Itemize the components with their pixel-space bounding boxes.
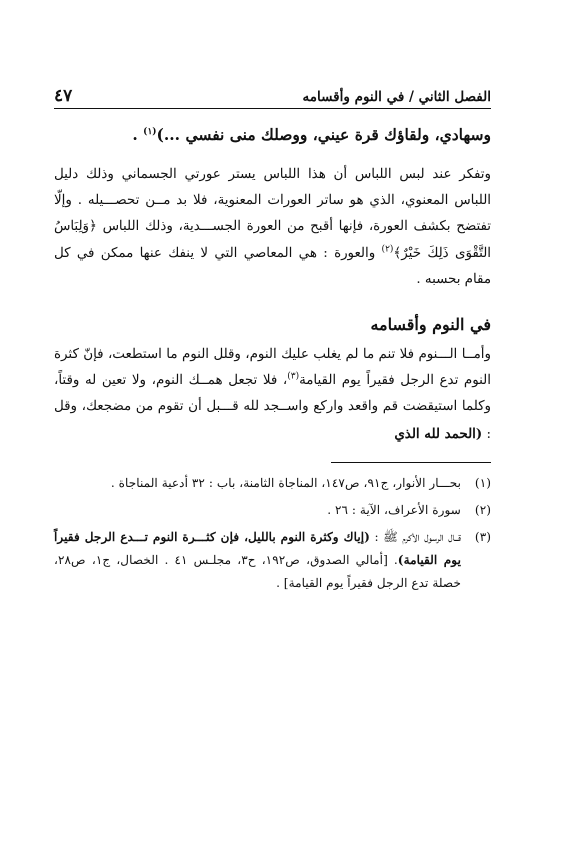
- paragraph-sleep-text-b: ، فلا تجعل همــك النوم، ولا تعين له وقتاً، وكلما استيقضت قم واقعد واركع واســجد لله قـــبل أن تقوم من مضجعك، وقل :: [54, 373, 491, 442]
- footnote-2-text: سورة الأعراف، الآية : ٢٦ .: [327, 502, 461, 517]
- page-header: [54, 82, 491, 109]
- footnote-3-number: (٣): [474, 529, 491, 544]
- footnote-3: [54, 526, 491, 595]
- paragraph-sleep: [54, 342, 491, 448]
- footnote-ref-2: (٢): [381, 244, 394, 255]
- footnote-3-body: [54, 526, 461, 595]
- paragraph-sleep-bold-tail: (الحمد لله الذي: [394, 425, 483, 442]
- footnote-3-text-a: قــال الرسول الأكرم ﷺ :: [369, 529, 461, 544]
- paragraph-sleep-text-a: وأمــا الـــنوم فلا تنم ما لم يغلب عليك النوم، وقلل النوم ما استطعت، فإنّ كثرة النوم تدع الرجل فقيراً يوم القيامة: [54, 347, 491, 389]
- running-title: الفصل الثاني / في النوم وأقسامه: [302, 89, 491, 105]
- footnote-3-hadith: (إياك وكثرة النوم بالليل، فإن كثـــرة النوم تـــدع الرجل فقيراً يوم القيامة): [54, 529, 461, 567]
- continuation-text: وسهادي، ولقاؤك قرة عيني، ووصلك منى نفسي ...): [156, 125, 491, 144]
- footnote-1: [54, 472, 491, 495]
- footnote-2-number: (٢): [474, 502, 491, 517]
- page-number: ٤٧: [54, 86, 73, 106]
- footnote-ref-1: (١): [143, 126, 157, 137]
- section-heading: في النوم وأقسامه: [370, 315, 491, 335]
- continuation-end: .: [132, 125, 144, 144]
- footnote-ref-3: (٣): [287, 371, 300, 382]
- book-page: [54, 82, 491, 782]
- footnote-1-number: (١): [474, 475, 491, 490]
- footnote-separator: [331, 462, 491, 463]
- footnotes: [54, 472, 491, 595]
- continuation-line: [54, 123, 491, 147]
- paragraph-clothing: [54, 162, 491, 293]
- footnote-1-text: بحـــار الأنوار، ج٩١، ص١٤٧، المناجاة الثامنة، باب : ٣٢ أدعية المناجاة .: [110, 475, 461, 490]
- footnote-2: [54, 499, 491, 522]
- paragraph-clothing-text-a: وتفكر عند لبس اللباس أن هذا اللباس يستر عورتي الجسماني وذلك دليل اللباس المعنوي، الذي هو ساتر العورات المعنوية، فلا بد مــن تحصـــيله . وإلّا تفتضح بكشف العورة، فإنها أقبح من العورة الجســـدية، وذلك اللباس ﴿وَلِبَاسُ التَّقْوَى ذَلِكَ خَيْرٌ﴾: [54, 167, 491, 261]
- paragraph-clothing-text-b: والعورة : هي المعاصي التي لا ينفك عنها ممكن في كل مقام بحسبه .: [54, 245, 491, 287]
- footnote-3-text-b: . [أمالي الصدوق، ص١٩٢، ح٣، مجلـس ٤١ . الخصال، ج١، ص٢٨، خصلة تدع الرجل فقيراً يوم القيامة] .: [54, 552, 461, 590]
